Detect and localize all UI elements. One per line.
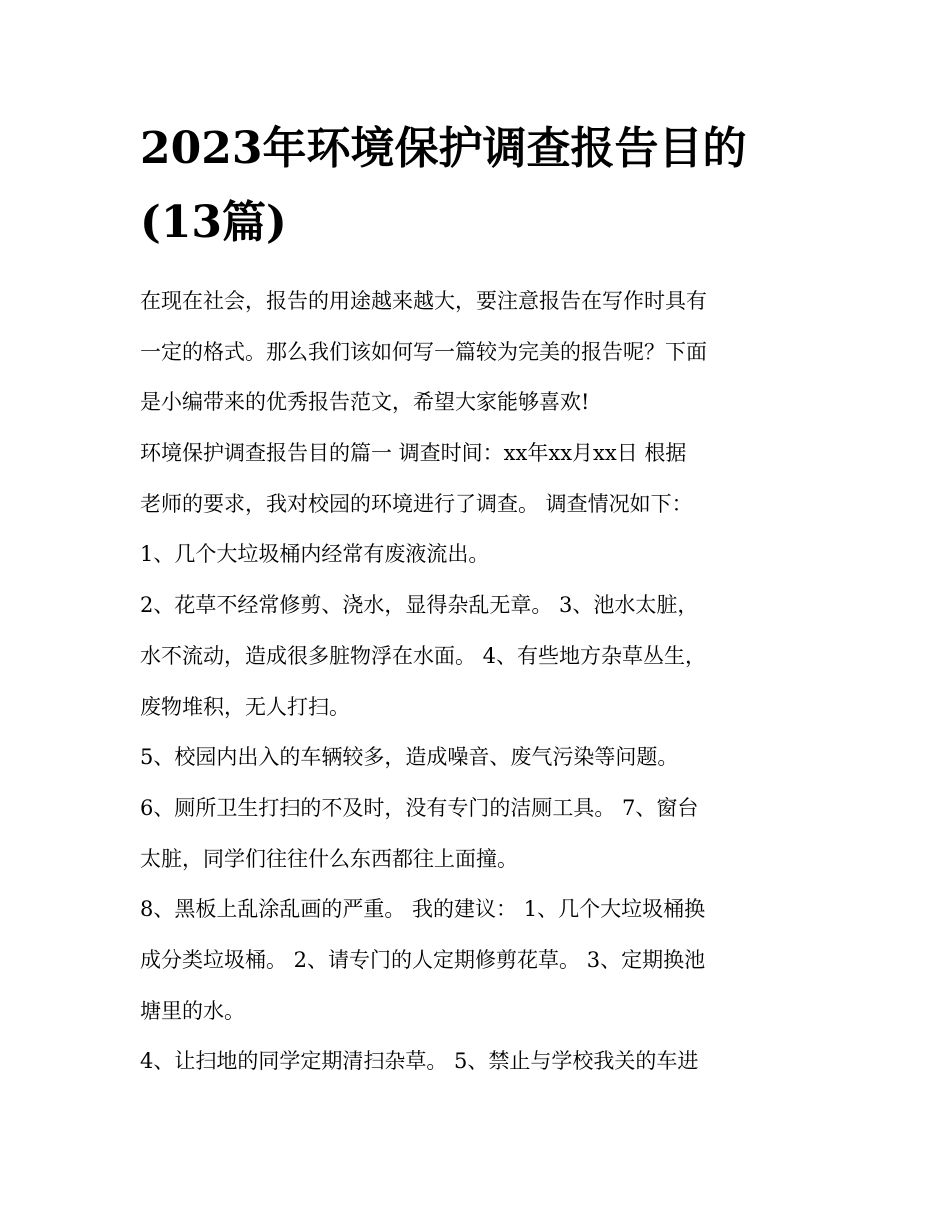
body-line-item-2c: 废物堆积，无人打扫。	[140, 694, 350, 719]
body-line-item-5: 5、校园内出入的车辆较多，造成噪音、废气污染等问题。	[140, 745, 679, 770]
body-line-suggestion-2: 塘里的水。	[140, 998, 245, 1023]
body-line-suggestion-4: 4、让扫地的同学定期清扫杂草。 5、禁止与学校我关的车进	[140, 1049, 699, 1074]
body-line-item-1: 1、几个大垃圾桶内经常有废液流出。	[140, 542, 490, 567]
body-line-item-8: 8、黑板上乱涂乱画的严重。 我的建议： 1、几个大垃圾桶换	[140, 897, 706, 922]
body-line-intro-1: 在现在社会，报告的用途越来越大，要注意报告在写作时具有	[140, 289, 707, 313]
document-body	[140, 276, 820, 1087]
body-line-intro-3: 是小编带来的优秀报告范文，希望大家能够喜欢!	[140, 390, 590, 415]
body-line-suggestion-1: 成分类垃圾桶。 2、请专门的人定期修剪花草。 3、定期换池	[140, 947, 706, 972]
body-line-item-6b: 太脏，同学们往往什么东西都往上面撞。	[140, 846, 518, 871]
body-line-item-2: 2、花草不经常修剪、浇水，显得杂乱无章。 3、池水太脏，	[140, 593, 699, 618]
body-line-item-2b: 水不流动，造成很多脏物浮在水面。 4、有些地方杂草丛生，	[140, 643, 707, 668]
title-line-2: (13篇)	[140, 197, 287, 248]
body-line-survey-2: 老师的要求，我对校园的环境进行了调查。 调查情况如下：	[140, 491, 693, 516]
body-line-intro-2: 一定的格式。那么我们该如何写一篇较为完美的报告呢？下面	[140, 339, 707, 364]
document-title	[140, 112, 820, 260]
body-line-survey-1: 环境保护调查报告目的篇一 调查时间：xx年xx月xx日 根据	[140, 441, 687, 466]
title-line-1: 2023年环境保护调查报告目的	[140, 123, 747, 174]
body-line-item-6: 6、厕所卫生打扫的不及时，没有专门的洁厕工具。 7、窗台	[140, 795, 699, 820]
